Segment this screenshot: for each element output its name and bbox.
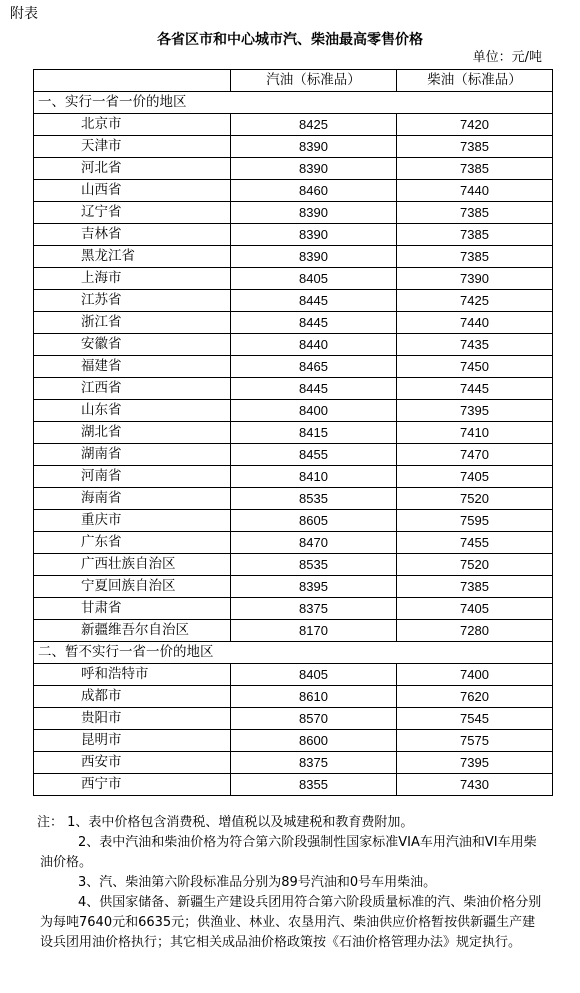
table-row <box>34 444 553 466</box>
header-gasoline: 汽油（标准品） <box>231 70 397 92</box>
section-title: 一、实行一省一价的地区 <box>34 92 553 114</box>
table-row <box>34 268 553 290</box>
section-header-row <box>34 642 553 664</box>
region-name: 黑龙江省 <box>34 246 231 268</box>
table-row <box>34 158 553 180</box>
table-row <box>34 774 553 796</box>
region-name: 吉林省 <box>34 224 231 246</box>
table-row <box>34 554 553 576</box>
note-3: 3、汽、柴油第六阶段标准品分别为89号汽油和0号车用柴油。 <box>78 875 437 890</box>
table-row <box>34 510 553 532</box>
header-diesel: 柴油（标准品） <box>397 70 553 92</box>
region-name: 西安市 <box>34 752 231 774</box>
table-row <box>34 290 553 312</box>
gasoline-price: 8445 <box>231 290 397 312</box>
gasoline-price: 8445 <box>231 312 397 334</box>
region-name: 江西省 <box>34 378 231 400</box>
diesel-price: 7455 <box>397 532 553 554</box>
diesel-price: 7445 <box>397 378 553 400</box>
table-row <box>34 334 553 356</box>
section-header-row <box>34 92 553 114</box>
gasoline-price: 8570 <box>231 708 397 730</box>
table-row <box>34 488 553 510</box>
diesel-price: 7520 <box>397 554 553 576</box>
diesel-price: 7385 <box>397 202 553 224</box>
table-row <box>34 708 553 730</box>
table-row <box>34 532 553 554</box>
region-name: 北京市 <box>34 114 231 136</box>
table-row <box>34 378 553 400</box>
diesel-price: 7405 <box>397 598 553 620</box>
gasoline-price: 8610 <box>231 686 397 708</box>
region-name: 山西省 <box>34 180 231 202</box>
gasoline-price: 8465 <box>231 356 397 378</box>
note-1: 注： 1、表中价格包含消费税、增值税以及城建税和教育费附加。 <box>37 815 414 830</box>
table-row <box>34 576 553 598</box>
gasoline-price: 8605 <box>231 510 397 532</box>
note-2: 2、表中汽油和柴油价格为符合第六阶段强制性国家标准VIA车用汽油和VI车用柴油价格。 <box>40 835 537 870</box>
gasoline-price: 8460 <box>231 180 397 202</box>
region-name: 上海市 <box>34 268 231 290</box>
table-row <box>34 664 553 686</box>
gasoline-price: 8170 <box>231 620 397 642</box>
gasoline-price: 8535 <box>231 488 397 510</box>
diesel-price: 7410 <box>397 422 553 444</box>
table-row <box>34 136 553 158</box>
header-blank-cell <box>34 70 231 92</box>
gasoline-price: 8600 <box>231 730 397 752</box>
gasoline-price: 8405 <box>231 664 397 686</box>
region-name: 山东省 <box>34 400 231 422</box>
price-table <box>33 69 553 796</box>
gasoline-price: 8410 <box>231 466 397 488</box>
gasoline-price: 8400 <box>231 400 397 422</box>
diesel-price: 7385 <box>397 158 553 180</box>
region-name: 贵阳市 <box>34 708 231 730</box>
table-row <box>34 180 553 202</box>
diesel-price: 7470 <box>397 444 553 466</box>
gasoline-price: 8355 <box>231 774 397 796</box>
gasoline-price: 8390 <box>231 246 397 268</box>
table-row <box>34 466 553 488</box>
table-row <box>34 224 553 246</box>
diesel-price: 7620 <box>397 686 553 708</box>
table-row <box>34 620 553 642</box>
table-row <box>34 246 553 268</box>
diesel-price: 7385 <box>397 224 553 246</box>
gasoline-price: 8445 <box>231 378 397 400</box>
table-row <box>34 202 553 224</box>
diesel-price: 7280 <box>397 620 553 642</box>
region-name: 昆明市 <box>34 730 231 752</box>
gasoline-price: 8455 <box>231 444 397 466</box>
gasoline-price: 8395 <box>231 576 397 598</box>
diesel-price: 7405 <box>397 466 553 488</box>
diesel-price: 7390 <box>397 268 553 290</box>
price-table-body <box>34 70 553 796</box>
gasoline-price: 8470 <box>231 532 397 554</box>
region-name: 呼和浩特市 <box>34 664 231 686</box>
gasoline-price: 8390 <box>231 136 397 158</box>
diesel-price: 7425 <box>397 290 553 312</box>
gasoline-price: 8390 <box>231 224 397 246</box>
region-name: 安徽省 <box>34 334 231 356</box>
diesel-price: 7420 <box>397 114 553 136</box>
region-name: 河南省 <box>34 466 231 488</box>
table-row <box>34 312 553 334</box>
table-row <box>34 730 553 752</box>
region-name: 福建省 <box>34 356 231 378</box>
notes-block <box>37 813 548 953</box>
diesel-price: 7520 <box>397 488 553 510</box>
region-name: 广东省 <box>34 532 231 554</box>
region-name: 江苏省 <box>34 290 231 312</box>
region-name: 浙江省 <box>34 312 231 334</box>
diesel-price: 7385 <box>397 136 553 158</box>
region-name: 湖南省 <box>34 444 231 466</box>
gasoline-price: 8405 <box>231 268 397 290</box>
table-row <box>34 422 553 444</box>
table-row <box>34 686 553 708</box>
region-name: 重庆市 <box>34 510 231 532</box>
diesel-price: 7395 <box>397 752 553 774</box>
gasoline-price: 8440 <box>231 334 397 356</box>
diesel-price: 7575 <box>397 730 553 752</box>
diesel-price: 7385 <box>397 246 553 268</box>
diesel-price: 7595 <box>397 510 553 532</box>
gasoline-price: 8390 <box>231 202 397 224</box>
section-title: 二、暂不实行一省一价的地区 <box>34 642 553 664</box>
diesel-price: 7385 <box>397 576 553 598</box>
region-name: 宁夏回族自治区 <box>34 576 231 598</box>
diesel-price: 7400 <box>397 664 553 686</box>
diesel-price: 7395 <box>397 400 553 422</box>
region-name: 广西壮族自治区 <box>34 554 231 576</box>
gasoline-price: 8535 <box>231 554 397 576</box>
page-title: 各省区市和中心城市汽、柴油最高零售价格 <box>157 32 423 48</box>
diesel-price: 7440 <box>397 180 553 202</box>
region-name: 西宁市 <box>34 774 231 796</box>
region-name: 成都市 <box>34 686 231 708</box>
gasoline-price: 8390 <box>231 158 397 180</box>
attachment-label: 附表 <box>10 6 38 22</box>
table-row <box>34 114 553 136</box>
table-row <box>34 356 553 378</box>
gasoline-price: 8375 <box>231 598 397 620</box>
note-4: 4、供国家储备、新疆生产建设兵团用符合第六阶段质量标准的汽、柴油价格分别为每吨7640元和6635元；供渔业、林业、农垦用汽、柴油供应价格暂按供新疆生产建设兵团用油价格执行；其它相关成品油价格政策按《石油价格管理办法》规定执行。 <box>40 895 542 950</box>
diesel-price: 7435 <box>397 334 553 356</box>
region-name: 新疆维吾尔自治区 <box>34 620 231 642</box>
table-row <box>34 752 553 774</box>
table-row <box>34 400 553 422</box>
diesel-price: 7545 <box>397 708 553 730</box>
table-row <box>34 598 553 620</box>
table-header-row <box>34 70 553 92</box>
gasoline-price: 8415 <box>231 422 397 444</box>
region-name: 辽宁省 <box>34 202 231 224</box>
gasoline-price: 8425 <box>231 114 397 136</box>
unit-label: 单位：元/吨 <box>472 50 542 65</box>
gasoline-price: 8375 <box>231 752 397 774</box>
diesel-price: 7450 <box>397 356 553 378</box>
region-name: 河北省 <box>34 158 231 180</box>
region-name: 天津市 <box>34 136 231 158</box>
diesel-price: 7440 <box>397 312 553 334</box>
region-name: 湖北省 <box>34 422 231 444</box>
diesel-price: 7430 <box>397 774 553 796</box>
region-name: 甘肃省 <box>34 598 231 620</box>
region-name: 海南省 <box>34 488 231 510</box>
